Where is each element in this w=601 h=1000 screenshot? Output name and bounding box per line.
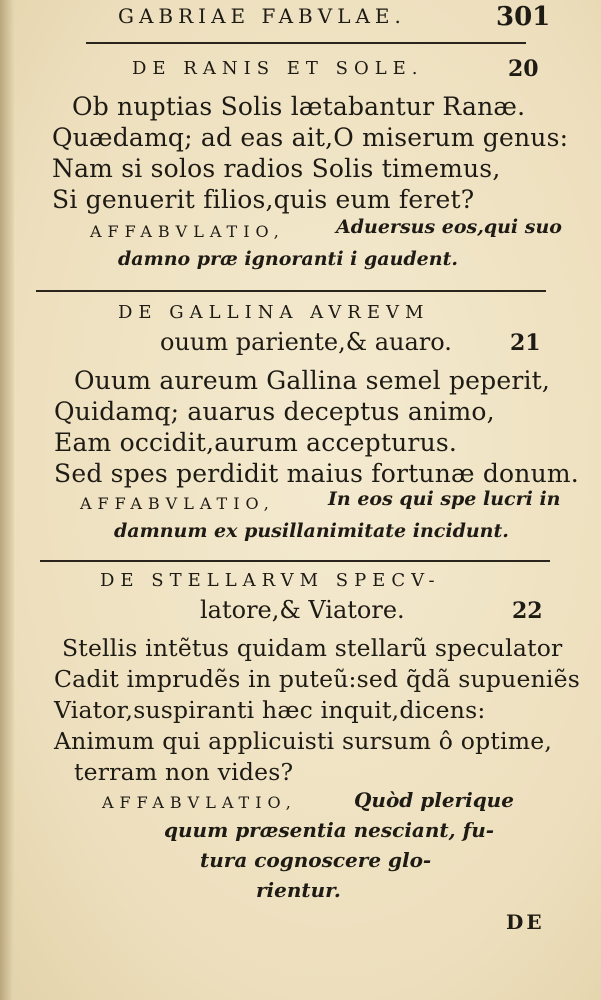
catchword: DE xyxy=(506,910,545,934)
fable-21-line-3: Eam occidit,aurum accepturus. xyxy=(54,428,458,457)
fable-21-title-line-2: ouum pariente,& auaro. xyxy=(160,328,452,356)
fable-20-moral-line-2: damno præ ignoranti i gaudent. xyxy=(118,248,458,270)
section-rule-1 xyxy=(36,290,546,292)
fable-22-title-line-2: latore,& Viatore. xyxy=(200,596,405,624)
section-rule-2 xyxy=(40,560,550,562)
fable-21-affabulatio-label: AFFABVLATIO, xyxy=(80,494,275,513)
fable-20-moral-line-1: Aduersus eos,qui suo xyxy=(336,216,562,238)
fable-20-line-4: Si genuerit filios,quis eum feret? xyxy=(52,185,475,214)
fable-21-title-line-1: DE GALLINA AVREVM xyxy=(118,302,430,323)
fable-22-affabulatio-label: AFFABVLATIO, xyxy=(102,793,297,812)
fable-21-number: 21 xyxy=(510,330,541,356)
fable-22-line-5: terram non vides? xyxy=(74,758,294,786)
fable-22-moral-line-2: quum præsentia nesciant, fu- xyxy=(164,818,495,842)
fable-22-title-line-1: DE STELLARVM SPECV- xyxy=(100,570,441,591)
fable-22-line-4: Animum qui applicuisti sursum ô optime, xyxy=(54,727,552,755)
fable-20-line-2: Quædamq; ad eas ait,O miserum genus: xyxy=(52,123,569,152)
page-gutter xyxy=(0,0,14,1000)
fable-22-line-1: Stellis intẽtus quidam stellarũ speculator xyxy=(62,634,563,662)
fable-21-moral-line-1: In eos qui spe lucri in xyxy=(328,488,561,510)
fable-22-moral-line-4: rientur. xyxy=(256,878,341,902)
running-title: GABRIAE FABVLAE. xyxy=(118,4,406,28)
fable-21-moral-line-2: damnum ex pusillanimitate incidunt. xyxy=(114,520,509,542)
fable-20-line-3: Nam si solos radios Solis timemus, xyxy=(52,154,501,183)
fable-20-affabulatio-label: AFFABVLATIO, xyxy=(90,222,285,241)
page-number: 301 xyxy=(496,2,551,32)
header-rule xyxy=(86,42,526,44)
fable-20-title: DE RANIS ET SOLE. xyxy=(132,58,424,79)
fable-21-line-1: Ouum aureum Gallina semel peperit, xyxy=(74,366,551,395)
fable-20-number: 20 xyxy=(508,56,539,82)
fable-22-moral-line-3: tura cognoscere glo- xyxy=(200,848,432,872)
fable-22-moral-line-1: Quòd plerique xyxy=(354,788,514,812)
fable-20-line-1: Ob nuptias Solis lætabantur Ranæ. xyxy=(72,92,526,121)
fable-21-line-4: Sed spes perdidit maius fortunæ donum. xyxy=(54,459,579,488)
fable-22-line-3: Viator,suspiranti hæc inquit,dicens: xyxy=(54,696,486,724)
fable-22-line-2: Cadit imprudẽs in puteũ:sed q̃dã supueniẽs xyxy=(54,665,581,693)
fable-22-number: 22 xyxy=(512,598,543,624)
fable-21-line-2: Quidamq; auarus deceptus animo, xyxy=(54,397,495,426)
